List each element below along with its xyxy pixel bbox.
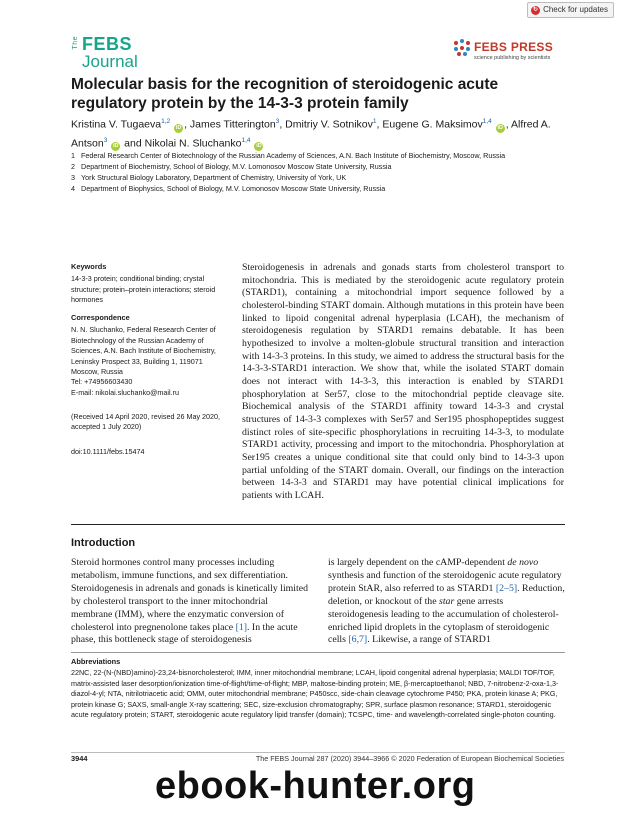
introduction-column-2 — [328, 557, 565, 647]
emphasis-text: star — [439, 595, 455, 607]
affiliation-item — [71, 172, 571, 183]
affiliation-item — [71, 183, 571, 194]
body-text: is largely dependent on the cAMP-dependent — [328, 557, 508, 568]
check-for-updates-label: Check for updates — [543, 5, 608, 14]
affiliation-number: 4 — [71, 184, 75, 193]
affiliation-number: 2 — [71, 162, 75, 171]
press-dots-icon — [452, 38, 472, 58]
orcid-icon[interactable]: iD — [113, 143, 119, 149]
journal-logo-sub: Journal — [82, 52, 138, 71]
body-text: synthesis and function of the steroidogenic acute regulatory protein StAR, also referred to as STARD1 — [328, 569, 562, 594]
citation-link[interactable]: [1] — [235, 621, 248, 633]
author-affiliation-marker[interactable]: 1,2 — [161, 118, 171, 125]
journal-logo — [72, 34, 158, 74]
abbreviations-divider — [71, 652, 565, 653]
correspondence-tel: Tel: +74956603430 — [71, 377, 133, 387]
affiliation-number: 3 — [71, 173, 75, 182]
author-name: Nikolai N. Sluchanko — [144, 137, 242, 149]
affiliation-list — [71, 150, 571, 194]
body-text: gene arrests steroidogenesis leading to the accumulation of cholesterol-enriched lipid droplets in the cytoplasm of steroidogenic cells — [328, 595, 559, 646]
footer-divider — [71, 752, 565, 753]
author-affiliation-marker[interactable]: 1,4 — [482, 118, 492, 125]
author-affiliation-marker[interactable]: 1,4 — [241, 136, 251, 144]
article-title: Molecular basis for the recognition of steroidogenic acute regulatory protein by the 14-3-3 protein family — [71, 76, 499, 112]
author-affiliation-marker[interactable]: 3 — [103, 136, 108, 144]
affiliation-text: Department of Biophysics, School of Biology, M.V. Lomonosov Moscow State University, Russia — [81, 184, 386, 193]
affiliation-item — [71, 150, 571, 161]
introduction-column-1 — [71, 557, 308, 647]
body-text: . In the acute phase, this bottleneck stage of steroidogenesis — [71, 621, 298, 646]
doi-link[interactable]: doi:10.1111/febs.15474 — [71, 447, 145, 456]
footer-citation: The FEBS Journal 287 (2020) 3944–3966 © 2020 Federation of European Biochemical Societies — [255, 754, 564, 763]
author-name: Dmitriy V. Sotnikov — [285, 118, 373, 131]
received-dates: (Received 14 April 2020, revised 26 May 2020, accepted 1 July 2020) — [71, 412, 221, 432]
check-for-updates-button[interactable] — [527, 2, 614, 18]
author-name: Kristina V. Tugaeva — [71, 118, 162, 131]
watermark: ebook-hunter.org — [155, 765, 476, 807]
abbreviations-text: 22NC, 22-(N-(NBD)amino)-23,24-bisnorcholesterol; IMM, inner mitochondrial membrane; LCAH, lipoid congenital adrenal hyperplasia; MALDI TOF/TOF, matrix-assisted laser desorption/ionization time-of-flight/time-of-flight; MBP, maltose-binding protein; ME, β-mercaptoethanol; NBD, 7-nitrobenz-2-oxa-1,3-diazol-4-yl; NTA, nitrilotriacetic acid; OMM, outer mitochondrial membrane; P450scc, side-chain cleavage cytochrome P450; PKA, protein kinase A; PKG, protein kinase G; SAXS, small-angle X-ray scattering; SEC, size-exclusion chromatography; SPR, surface plasmon resonance; STARD1, steroidogenic acute regulatory protein; START, steroidogenic acute regulatory lipid transfer (domain); TCSPC, time- and wavelength-correlated single-photon counting. — [71, 668, 559, 720]
affiliation-text: Federal Research Center of Biotechnology of the Russian Academy of Sciences, A.N. Bach Institute of Biochemistry, Moscow, Russia — [81, 151, 506, 160]
journal-logo-name: FEBS — [82, 34, 133, 54]
emphasis-text: de novo — [507, 557, 539, 568]
correspondence-email[interactable]: E-mail: nikolai.sluchanko@mail.ru — [71, 387, 179, 397]
affiliation-item — [71, 161, 571, 172]
press-tagline: science publishing by scientists — [474, 55, 551, 61]
author-affiliation-marker[interactable]: 3 — [275, 118, 280, 125]
orcid-icon[interactable]: iD — [256, 143, 262, 149]
keywords-heading: Keywords — [71, 262, 107, 271]
affiliation-text: Department of Biochemistry, School of Biology, M.V. Lomonosov Moscow State University, Russia — [81, 162, 392, 171]
affiliation-number: 1 — [71, 151, 75, 160]
page-number: 3944 — [71, 754, 88, 763]
refresh-icon: ↻ — [533, 6, 539, 13]
keywords-block — [71, 262, 231, 306]
press-logo — [452, 38, 564, 66]
correspondence-block — [71, 313, 231, 398]
body-text: Steroid hormones control many processes including metabolism, immune functions, and sex differentiation. Steroidogenesis in adrenals and gonads is kinetically limited by cholesterol transport to the inner mitochondrial membrane (IMM), where the enzymatic conversion of cholesterol into pregnenolone takes place — [71, 557, 308, 633]
author-list: Kristina V. Tugaeva$^{1,2}$ iD , James Titterington$^3$, Dmitriy V. Sotnikov$^1$, Eugene G. Maksimov$^{1,4}$ iD , Alfred A. Antson$^3$ iD and Nikolai N. Sluchanko$^{1,4}$ iD — [71, 118, 551, 149]
author-name: Eugene G. Maksimov — [382, 118, 483, 131]
body-text: . Reduction, deletion, or knockout of the — [328, 582, 565, 607]
abstract-text: Steroidogenesis in adrenals and gonads starts from cholesterol transport to mitochondria. This is mediated by the steroidogenic acute regulatory protein (STARD1), containing a mitochondrial import sequence followed by a cholesterol-binding START domain. Although mutations in this protein have been linked to lipoid congenital adrenal hyperplasia (LCAH), the mechanism of steroidogenesis regulation by STARD1 remains debatable. It has been hypothesized to involve a molten-globule structural transition and interaction with 14-3-3 proteins. In this study, we aimed to address the structural basis for the 14-3-3-STARD1 interaction. We show that, while the isolated START domain does not interact with 14-3-3, this interaction is enabled by STARD1 phosphorylation at Ser57, close to the mitochondrial peptide cleavage site. Biochemical analysis of the STARD1 affinity toward 14-3-3 and crystal structures of 14-3-3 complexes with Ser57 and Ser195 phosphopeptides suggest distinct roles of site-specific phosphorylations in recruiting 14-3-3, to modulate STARD1 activity, processing and import to the mitochondria. Phosphorylation at Ser195 creates a unique conditional site that could only bind to 14-3-3 upon partial unfolding of the START domain. Overall, our findings on the interaction between 14-3-3 and STARD1 may have potential clinical implications for patients with LCAH. — [242, 262, 564, 501]
correspondence-heading: Correspondence — [71, 313, 130, 322]
correspondence-text: N. N. Sluchanko, Federal Research Center of Biotechnology of the Russian Academy of Sciences, A.N. Bach Institute of Biochemistry, Leninsky Prospect 33, Building 1, 119071 Moscow, Russia — [71, 325, 216, 377]
citation-link[interactable]: [6,7] — [348, 634, 368, 646]
abbreviations-heading: Abbreviations — [71, 657, 121, 666]
author-name: Alfred A. Antson — [71, 118, 551, 149]
keywords-text: 14-3-3 protein; conditional binding; crystal structure; protein–protein interactions; steroid hormones — [71, 274, 216, 305]
author-affiliation-marker[interactable]: 1 — [372, 118, 377, 125]
orcid-icon[interactable]: iD — [175, 124, 182, 131]
citation-link[interactable]: [2–5] — [495, 582, 518, 594]
body-text: . Likewise, a range of STARD1 — [367, 634, 491, 646]
introduction-heading: Introduction — [71, 537, 136, 549]
author-name: James Titterington — [189, 118, 276, 131]
journal-logo-small: The — [72, 36, 79, 50]
orcid-icon[interactable]: iD — [497, 124, 503, 131]
section-divider — [71, 524, 565, 525]
affiliation-text: York Structural Biology Laboratory, Department of Chemistry, University of York, UK — [81, 173, 347, 182]
press-name: FEBS PRESS — [474, 40, 554, 54]
